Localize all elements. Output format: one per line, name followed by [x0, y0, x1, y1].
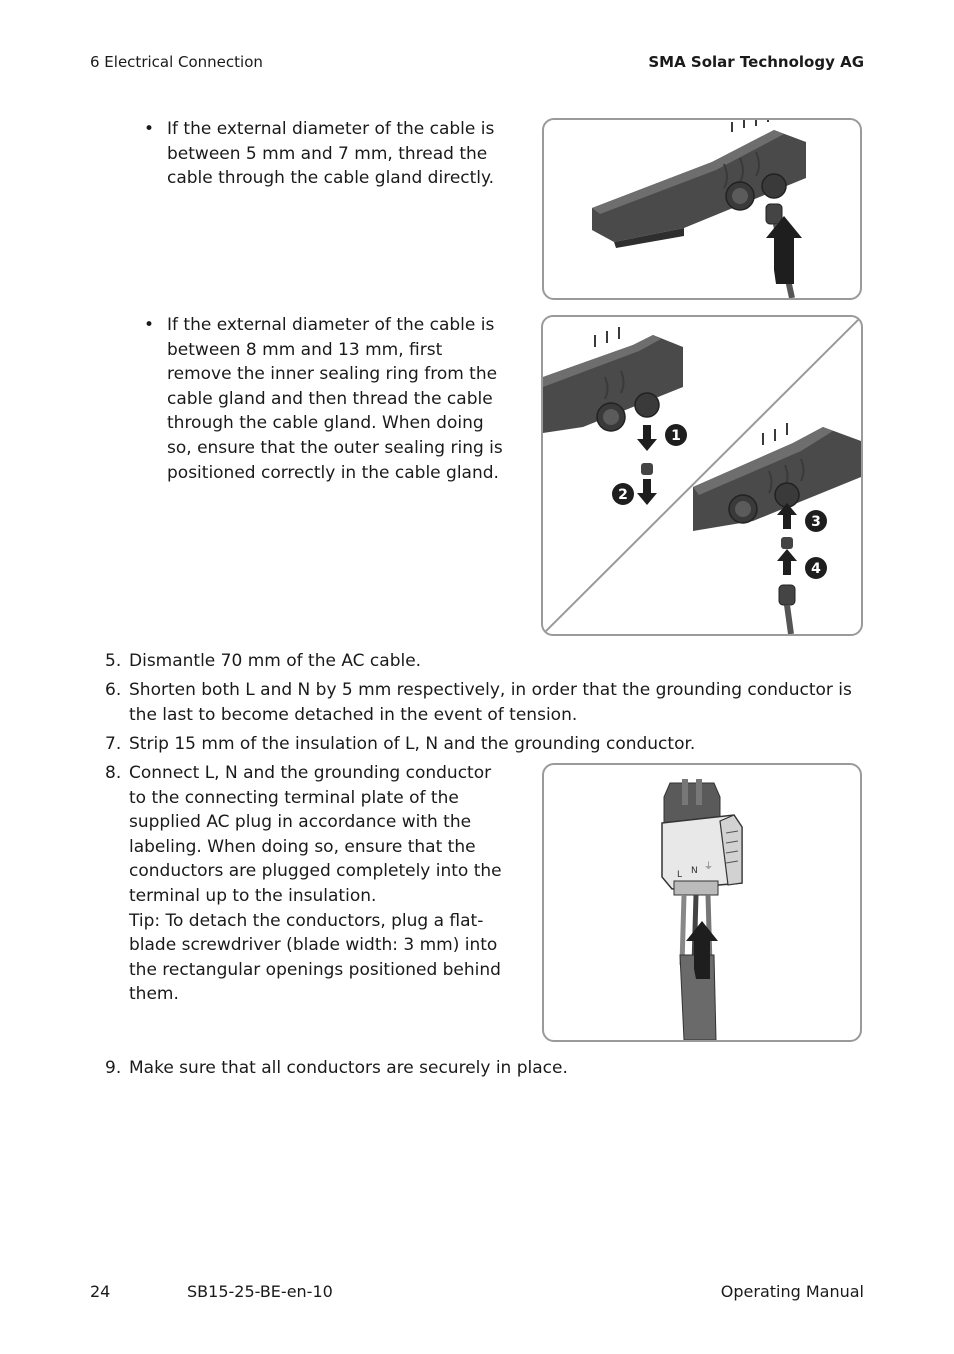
sealing-ring-illustration — [543, 317, 861, 634]
ac-plug-illustration — [544, 765, 860, 1040]
footer-doc-id: SB15-25-BE-en-10 — [187, 1282, 333, 1301]
bullet-dot: • — [144, 315, 155, 335]
step-8-tip: Tip: To detach the conductors, plug a flat-blade screwdriver (blade width: 3 mm) into the rectangular openings positioned behind them. — [129, 910, 501, 1005]
callout-3 — [805, 510, 827, 532]
step-8-instruction: Connect L, N and the grounding conductor to the connecting terminal plate of the supplied AC plug in accordance with the labeling. When doing so, ensure that the conductors are plugged completely into the terminal up to the insulation. — [129, 763, 502, 906]
step-text: Strip 15 mm of the insulation of L, N and the grounding conductor. — [129, 734, 696, 754]
step-text — [129, 761, 509, 1007]
step-number: 5. — [105, 651, 122, 671]
svg-text:4: 4 — [811, 561, 821, 577]
cable-gland-direct-figure — [542, 118, 862, 300]
header-section-title: 6 Electrical Connection — [90, 53, 263, 71]
ac-plug-figure — [542, 763, 862, 1042]
bullet-text: If the external diameter of the cable is between 8 mm and 13 mm, first remove the inner sealing ring from the cable gland and then thread the cable through the cable gland. When doing so, ensure that the outer sealing ring is positioned correctly in the cable gland. — [167, 315, 503, 483]
footer-manual-title: Operating Manual — [720, 1282, 864, 1301]
step-text: Shorten both L and N by 5 mm respectively, in order that the grounding conductor is the last to become detached in the event of tension. — [129, 680, 852, 725]
step-number: 9. — [105, 1058, 122, 1078]
svg-text:3: 3 — [811, 514, 821, 530]
step-text: Make sure that all conductors are securely in place. — [129, 1058, 568, 1078]
terminal-label-n: N — [691, 866, 698, 876]
step-number: 7. — [105, 734, 122, 754]
callout-1 — [665, 424, 687, 446]
terminal-label-ground: ⏚ — [704, 862, 714, 872]
step-number: 6. — [105, 680, 122, 700]
cable-gland-sealing-figure — [541, 315, 863, 636]
callout-2 — [612, 483, 634, 505]
terminal-label-l: L — [677, 870, 683, 880]
step-number: 8. — [105, 763, 122, 783]
footer-page-number: 24 — [90, 1282, 111, 1301]
callout-4 — [805, 557, 827, 579]
cable-gland-illustration — [544, 120, 860, 298]
header-company-name: SMA Solar Technology AG — [648, 53, 864, 71]
step-text: Dismantle 70 mm of the AC cable. — [129, 651, 422, 671]
svg-text:2: 2 — [618, 487, 628, 503]
bullet-dot: • — [144, 119, 155, 139]
bullet-text: If the external diameter of the cable is between 5 mm and 7 mm, thread the cable through the cable gland directly. — [167, 119, 495, 189]
svg-text:1: 1 — [671, 428, 681, 444]
